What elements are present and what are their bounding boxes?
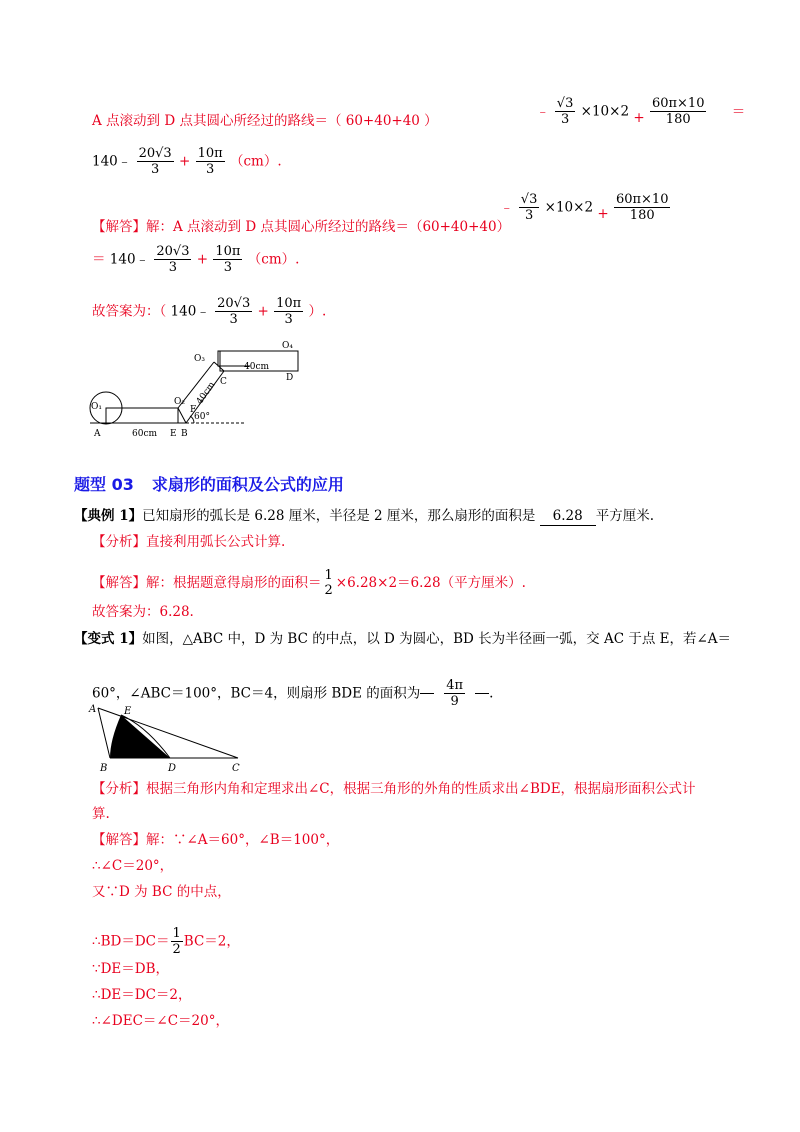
variant1-analysis-line1: 【分析】根据三角形内角和定理求出∠C，根据三角形的外角的性质求出∠BDE，根据扇形面积公式计 (92, 781, 696, 797)
label-c: C (232, 763, 240, 774)
label-60cm: 60cm (132, 429, 158, 439)
label-d: D (168, 763, 177, 774)
one-half-fraction: 1 2 (324, 568, 333, 598)
section-code: 题型 03 (74, 475, 134, 494)
sixty-pi-fraction: $\frac{60\pi\times 10}{180}$ (651, 96, 705, 127)
example1-analysis: 【分析】直接利用弧长公式计算. (92, 534, 286, 550)
variant1-solution-5: ∵DE＝DB， (92, 961, 170, 977)
label-d: D (286, 373, 294, 383)
variant1-analysis-line2: 算. (92, 806, 110, 822)
sector-bde (110, 715, 170, 758)
path-statement-line (92, 112, 438, 130)
label-40cm-slope: 40cm (194, 380, 218, 407)
label-a: A (94, 429, 101, 439)
variant1-question-line1: 【变式 1】如图，△ABC 中，D 为 BC 的中点，以 D 为圆心，BD 长为半径画一弧，交 AC 于点 E，若∠A＝ (74, 631, 732, 647)
ten-pi-fraction: $\frac{10\pi}{3}$ (197, 146, 223, 177)
path-result-line: 140﹣ $\frac{20√3}{3}$ + $\frac{10\pi}{3}$ （cm）. (92, 146, 282, 177)
label-o3: O₃ (194, 354, 205, 364)
ten-pi-fraction: $\frac{10\pi}{3}$ (215, 244, 241, 275)
section-title: 求扇形的面积及公式的应用 (151, 475, 344, 494)
label-e: E (124, 706, 132, 717)
section-heading (74, 472, 344, 495)
label-b: B (100, 763, 108, 774)
variant1-solution-2: ∴∠C＝20°， (92, 858, 174, 874)
path-statement-text: A 点滚动到 D 点其圆心所经过的路线＝（ 60+40+40 ） (92, 113, 438, 129)
twenty-sqrt3-fraction: $\frac{20√3}{3}$ (138, 146, 172, 177)
variant1-solution-7: ∴∠DEC＝∠C＝20°， (92, 1013, 229, 1029)
label-e: E (170, 429, 177, 439)
example1-answer-blank: 6.28 (540, 507, 596, 526)
triangle-sector-figure (88, 700, 248, 774)
variant1-solution-3: 又∵D 为 BC 的中点， (92, 884, 231, 900)
label-o2: O₂ (174, 397, 185, 407)
label-b: B (181, 429, 188, 439)
square-base (106, 408, 178, 423)
answer-line: 故答案为：（ 140﹣ $\frac{20√3}{3}$ + $\frac{10\pi}{3}$ ）. (92, 296, 327, 327)
label-o1: O₁ (91, 402, 102, 412)
four-pi-over-nine: $\frac{4\pi}{9}$ (446, 678, 464, 709)
variant1-solution-1: 【解答】解：∵∠A＝60°，∠B＝100°， (92, 832, 340, 848)
sqrt3-over-3-fraction: $\frac{√3}{3}$ (520, 192, 538, 223)
example1-tag: 【典例 1】 (74, 508, 143, 524)
one-half-fraction: $\frac{1}{2}$ (172, 926, 181, 957)
label-o4: O₄ (282, 341, 293, 351)
sqrt3-over-3-fraction: $\frac{√3}{3}$ (556, 96, 574, 127)
rolling-square-figure-right (212, 336, 302, 386)
label-c: C (220, 377, 227, 387)
example1-final: 故答案为：6.28. (92, 604, 194, 620)
solution-line-1: 【解答】解：A 点滚动到 D 点其圆心所经过的路线＝（60+40+40） (92, 219, 511, 235)
solution-expression: ﹣ $\frac{√3}{3}$ ×10×2 + $\frac{60\pi\times 10}{180}$ (500, 192, 669, 223)
twenty-sqrt3-fraction: $\frac{20√3}{3}$ (217, 296, 251, 327)
example1-question: 【典例 1】已知扇形的弧长是 6.28 厘米，半径是 2 厘米，那么扇形的面积是 6.28 平方厘米. (74, 508, 654, 524)
label-40cm-top: 40cm (244, 362, 270, 372)
label-60deg: 60° (194, 412, 210, 422)
solution-line-2: ＝ 140﹣ $\frac{20√3}{3}$ + $\frac{10\pi}{3}$ （cm）. (92, 244, 300, 275)
label-f: F (190, 405, 197, 415)
twenty-sqrt3-fraction: $\frac{20√3}{3}$ (156, 244, 190, 275)
variant1-tag: 【变式 1】 (74, 631, 143, 647)
variant1-solution-6: ∴DE＝DC＝2， (92, 987, 192, 1003)
example1-solution: 【解答】解：根据题意得扇形的面积＝ 1 2 ×6.28×2＝6.28（平方厘米）. (92, 568, 526, 598)
path-expression-part1: ﹣ $\frac{√3}{3}$ ×10×2 + $\frac{60\pi\times 10}{180}$ ＝ (536, 96, 746, 127)
ten-pi-fraction: $\frac{10\pi}{3}$ (276, 296, 302, 327)
label-a: A (89, 704, 97, 715)
variant1-solution-4: ∴BD＝DC＝ $\frac{1}{2}$ BC＝2， (92, 926, 240, 957)
sixty-pi-fraction: $\frac{60\pi\times 10}{180}$ (615, 192, 669, 223)
variant1-question-line2: 60°，∠ABC＝100°，BC＝4，则扇形 BDE 的面积为 $\frac{4\pi}{9}$ . (92, 678, 494, 709)
